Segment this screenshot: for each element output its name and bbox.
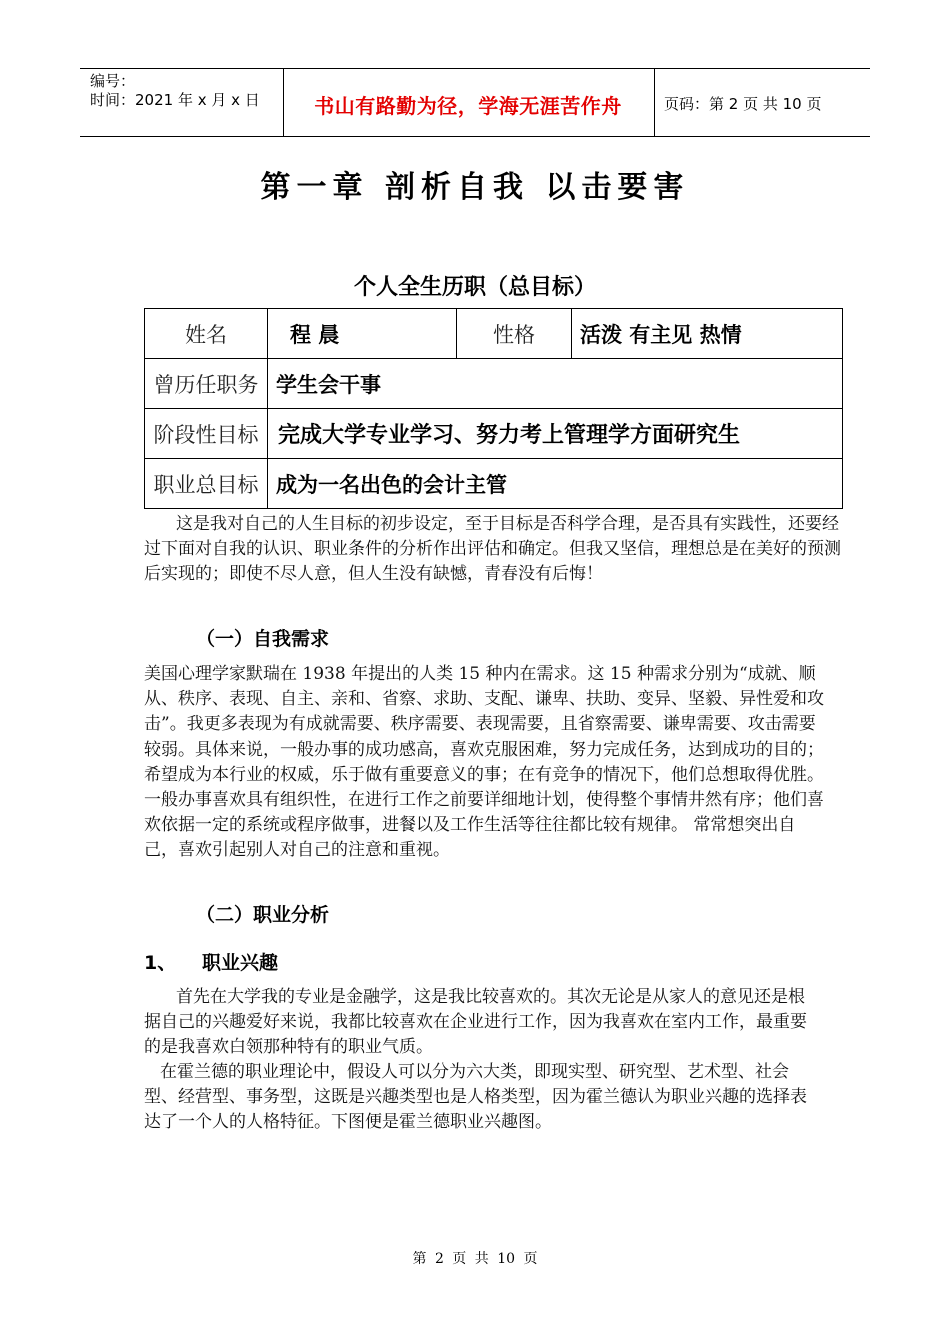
section-heading-career-analysis: （二）职业分析 [196,904,330,926]
page-footer: 第 2 页 共 10 页 [412,1251,538,1267]
intro-paragraph: 这是我对自己的人生目标的初步设定，至于目标是否科学合理，是否具有实践性，还要经过下面对自我的认识、职业条件的分析作出评估和确定。但我又坚信，理想总是在美好的预测后实现的；即使不尽人意，但人生没有缺憾，青春没有后悔！ [144,514,841,585]
header-bottom-rule [80,136,870,137]
table-row [145,409,843,459]
header-motto: 书山有路勤为径，学海无涯苦作舟 [314,94,622,118]
label-career-goal: 职业总目标 [145,459,268,509]
value-past-positions: 学生会干事 [268,359,843,409]
table-title: 个人全生历职（总目标） [353,275,596,300]
serial-label: 编号： [90,72,136,90]
header-top-rule [80,68,870,69]
self-needs-paragraph: 美国心理学家默瑞在 1938 年提出的人类 15 种内在需求。这 15 种需求分别为“成就、顺从、秩序、表现、自主、亲和、省察、求助、支配、谦卑、扶助、变异、坚毅、异性爱和攻击”。我更多表现为有成就需要、秩序需要、表现需要，且省察需要、谦卑需要、攻击需要较弱。具体来说，一般办事的成功感高，喜欢克服困难，努力完成任务，达到成功的目的；希望成为本行业的权威，乐于做有重要意义的事；在有竞争的情况下，他们总想取得优胜。 一般办事喜欢具有组织性，在进行工作之前要详细地计划，使得整个事情井然有序；他们喜欢依据一定的系统或程序做事，进餐以及工作生活等往往都比较有规律。 常常想突出自己，喜欢引起别人对自己的注意和重视。 [144,664,824,861]
section-heading-self-needs: （一）自我需求 [196,628,330,650]
header-divider-right [654,68,655,136]
value-career-goal: 成为一名出色的会计主管 [268,459,843,509]
subsection-heading-career-interest: 职业兴趣 [202,952,279,974]
career-interest-paragraph-2: 在霍兰德的职业理论中，假设人可以分为六大类，即现实型、研究型、艺术型、社会型、经营型、事务型，这既是兴趣类型也是人格类型，因为霍兰德认为职业兴趣的选择表达了一个人的人格特征。下图便是霍兰德职业兴趣图。 [144,1062,807,1133]
table-row [145,359,843,409]
value-stage-goal: 完成大学专业学习、努力考上管理学方面研究生 [268,409,843,459]
value-name: 程 晨 [268,309,457,359]
date-text: 时间：2021 年 x 月 x 日 [90,91,260,109]
career-interest-paragraph-1: 首先在大学我的专业是金融学，这是我比较喜欢的。其次无论是从家人的意见还是根据自己的兴趣爱好来说，我都比较喜欢在企业进行工作，因为我喜欢在室内工作，最重要的是我喜欢白领那种特有的职业气质。 [144,987,807,1058]
profile-table [144,308,843,509]
table-row [145,459,843,509]
value-personality: 活泼 有主见 热情 [572,309,843,359]
label-personality: 性格 [457,309,572,359]
label-name: 姓名 [145,309,268,359]
table-row [145,309,843,359]
label-past-positions: 曾历任职务 [145,359,268,409]
page-indicator: 页码：第 2 页 共 10 页 [664,95,822,113]
label-stage-goal: 阶段性目标 [145,409,268,459]
subsection-number: 1、 [144,952,177,974]
chapter-title: 第一章 剖析自我 以击要害 [260,170,690,205]
